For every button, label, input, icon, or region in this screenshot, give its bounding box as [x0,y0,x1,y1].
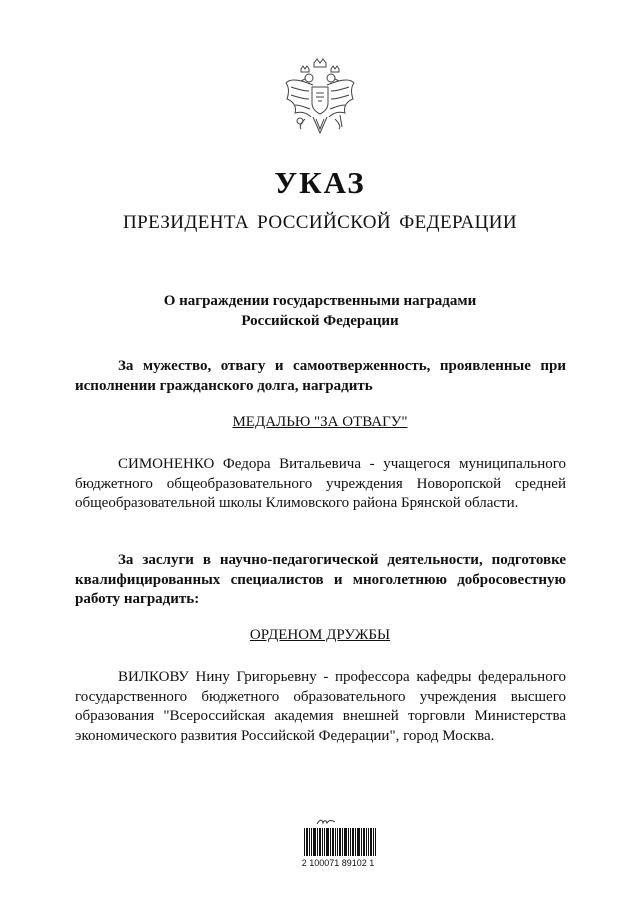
decree-title: УКАЗ [274,165,366,200]
section2-recipient: ВИЛКОВУ Нину Григорьевну - профессора кафедры федерального государственного бюджетного образовательного учреждения высшего образования "Всероссийская академия внешней торговли Министерства экономического развития Российской Федерации", город Москва. [75,669,566,744]
barcode-number: 2 100071 89102 1 [301,858,375,868]
award-medal-for-courage: МЕДАЛЬЮ "ЗА ОТВАГУ" [232,414,408,430]
section1-intro: За мужество, отвагу и самоотверженность, проявленные при исполнении гражданского долга, наградить [75,358,566,394]
handwritten-mark-icon [316,818,336,826]
section1-recipient: СИМОНЕНКО Федора Витальевича - учащегося муниципального бюджетного общеобразовательного учреждения Новоропской средней общеобразовательной школы Климовского района Брянской области. [75,456,566,511]
state-emblem-icon [283,57,357,137]
award-order-of-friendship: ОРДЕНОМ ДРУЖБЫ [249,627,391,643]
barcode-bars-icon [304,828,376,856]
heading-line-1: О награждении государственными наградами [163,293,477,309]
section2-intro: За заслуги в научно-педагогической деятельности, подготовке квалифицированных специалистов и многолетнюю добросовестную работу наградить: [75,552,566,607]
decree-heading [0,291,640,331]
decree-subtitle: ПРЕЗИДЕНТА РОССИЙСКОЙ ФЕДЕРАЦИИ [123,212,517,233]
heading-line-2: Российской Федерации [241,313,399,329]
barcode [290,818,386,870]
